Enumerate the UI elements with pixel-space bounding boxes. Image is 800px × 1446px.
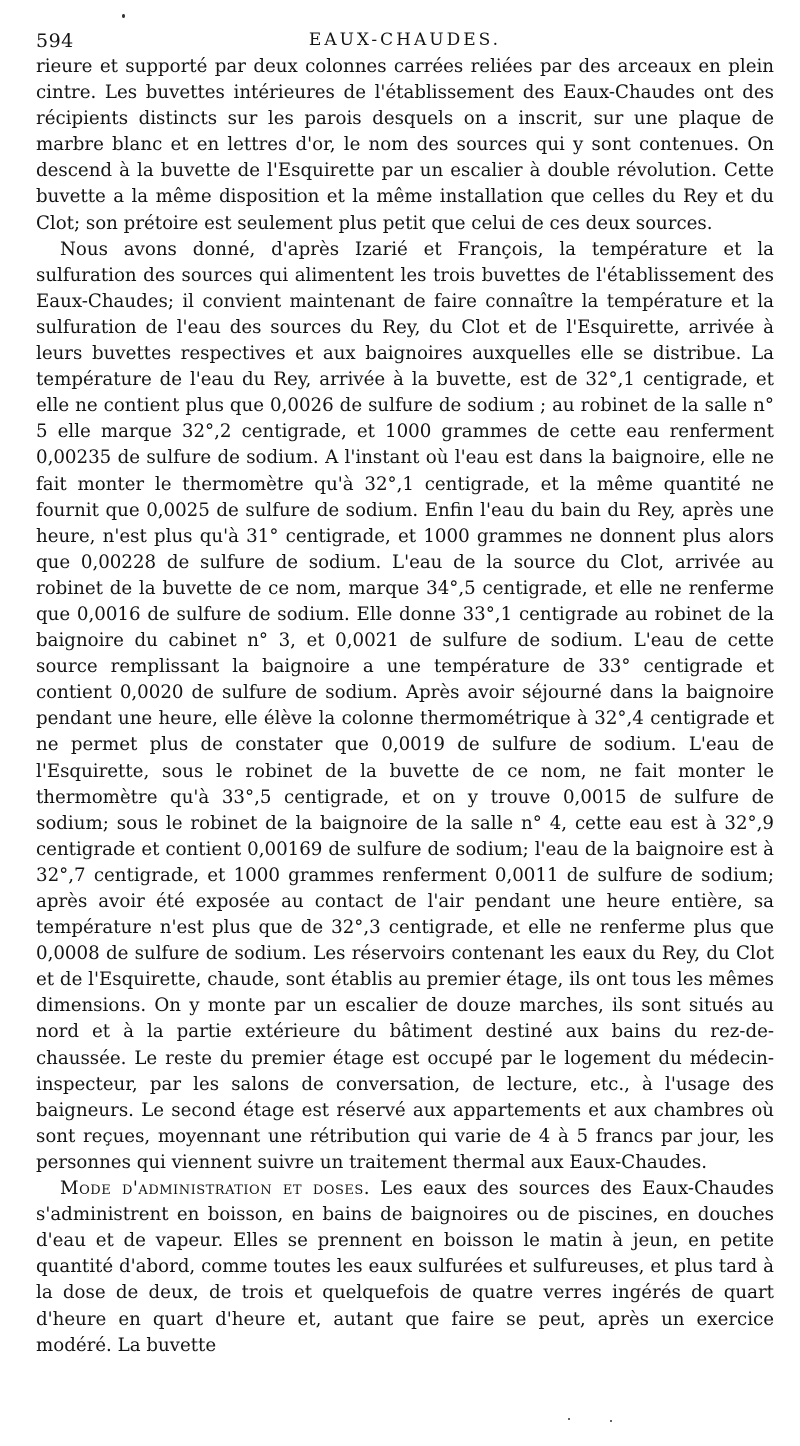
paragraph-continuation: rieure et supporté par deux colonnes carrées reliées par des arceaux en plein cintre. Les buvettes intérieures de l'établissement des Eaux-Chaudes ont des récipients distincts sur les parois desquels on a inscrit, sur une plaque de marbre blanc et en lettres d'or, le nom des sources qui y sont contenues. On descend à la buvette de l'Esquirette par un escalier à double révolution. Cette buvette a la même disposition et la même installation que celles du Rey et du Clot; son prétoire est seulement plus petit que celui de ces deux sources.: [36, 56, 774, 234]
page-number: 594: [36, 30, 74, 52]
body-text: [36, 54, 774, 1359]
section-heading: Mode d'administration et doses.: [60, 1178, 371, 1200]
book-page: [36, 20, 774, 1430]
paragraph-administration: [36, 1176, 774, 1359]
paragraph-text: Les eaux des sources des Eaux-Chaudes s'administrent en boisson, en bains de baignoires ou de piscines, en douches d'eau et de vapeur. Elles se prennent en boisson le matin à jeun, en petite quantité d'abord, comme toutes les eaux sulfurées et sulfureuses, et plus tard à la dose de deux, de trois et quelquefois de quatre verres ingérés de quart d'heure en quart d'heure et, autant que faire se peut, après un exercice modéré. La buvette: [36, 1178, 774, 1356]
paragraph-temperature-sulfuration: Nous avons donné, d'après Izarié et François, la température et la sulfuration des sources qui alimentent les trois buvettes de l'établissement des Eaux-Chaudes; il convient maintenant de faire connaître la température et la sulfuration de l'eau des sources du Rey, du Clot et de l'Esquirette, arrivée à leurs buvettes respectives et aux baignoires auxquelles elle se distribue. La température de l'eau du Rey, arrivée à la buvette, est de 32°,1 centigrade, et elle ne contient plus que 0,0026 de sulfure de sodium ; au robinet de la salle n° 5 elle marque 32°,2 centigrade, et 1000 grammes de cette eau renferment 0,00235 de sulfure de sodium. A l'instant où l'eau est dans la baignoire, elle ne fait monter le thermomètre qu'à 32°,1 centigrade, et la même quantité ne fournit que 0,0025 de sulfure de sodium. Enfin l'eau du bain du Rey, après une heure, n'est plus qu'à 31° centigrade, et 1000 grammes ne donnent plus alors que 0,00228 de sulfure de sodium. L'eau de la source du Clot, arrivée au robinet de la buvette de ce nom, marque 34°,5 centigrade, et elle ne renferme que 0,0016 de sulfure de sodium. Elle donne 33°,1 centigrade au robinet de la baignoire du cabinet n° 3, et 0,0021 de sulfure de sodium. L'eau de cette source remplissant la baignoire a une température de 33° centigrade et contient 0,0020 de sulfure de sodium. Après avoir séjourné dans la baignoire pendant une heure, elle élève la colonne thermométrique à 32°,4 centigrade et ne permet plus de constater que 0,0019 de sulfure de sodium. L'eau de l'Esquirette, sous le robinet de la buvette de ce nom, ne fait monter le thermomètre qu'à 33°,5 centigrade, et on y trouve 0,0015 de sulfure de sodium; sous le robinet de la baignoire de la salle n° 4, cette eau est à 32°,9 centigrade et contient 0,00169 de sulfure de sodium; l'eau de la baignoire est à 32°,7 centigrade, et 1000 grammes renferment 0,0011 de sulfure de sodium; après avoir été exposée au contact de l'air pendant une heure entière, sa température n'est plus que de 32°,3 centigrade, et elle ne renferme plus que 0,0008 de sulfure de sodium. Les réservoirs contenant les eaux du Rey, du Clot et de l'Esquirette, chaude, sont établis au premier étage, ils ont tous les mêmes dimensions. On y monte par un escalier de douze marches, ils sont situés au nord et à la partie extérieure du bâtiment destiné aux bains du rez-de-chaussée. Le reste du premier étage est occupé par le logement du médecin-inspecteur, par les salons de conversation, de lecture, etc., à l'usage des baigneurs. Le second étage est réservé aux appartements et aux chambres où sont reçues, moyennant une rétribution qui varie de 4 à 5 francs par jour, les personnes qui viennent suivre un traitement thermal aux Eaux-Chaudes.: [36, 238, 774, 1173]
page-header: [36, 20, 774, 54]
running-head: EAUX-CHAUDES.: [308, 30, 502, 50]
print-speck: [122, 14, 125, 18]
